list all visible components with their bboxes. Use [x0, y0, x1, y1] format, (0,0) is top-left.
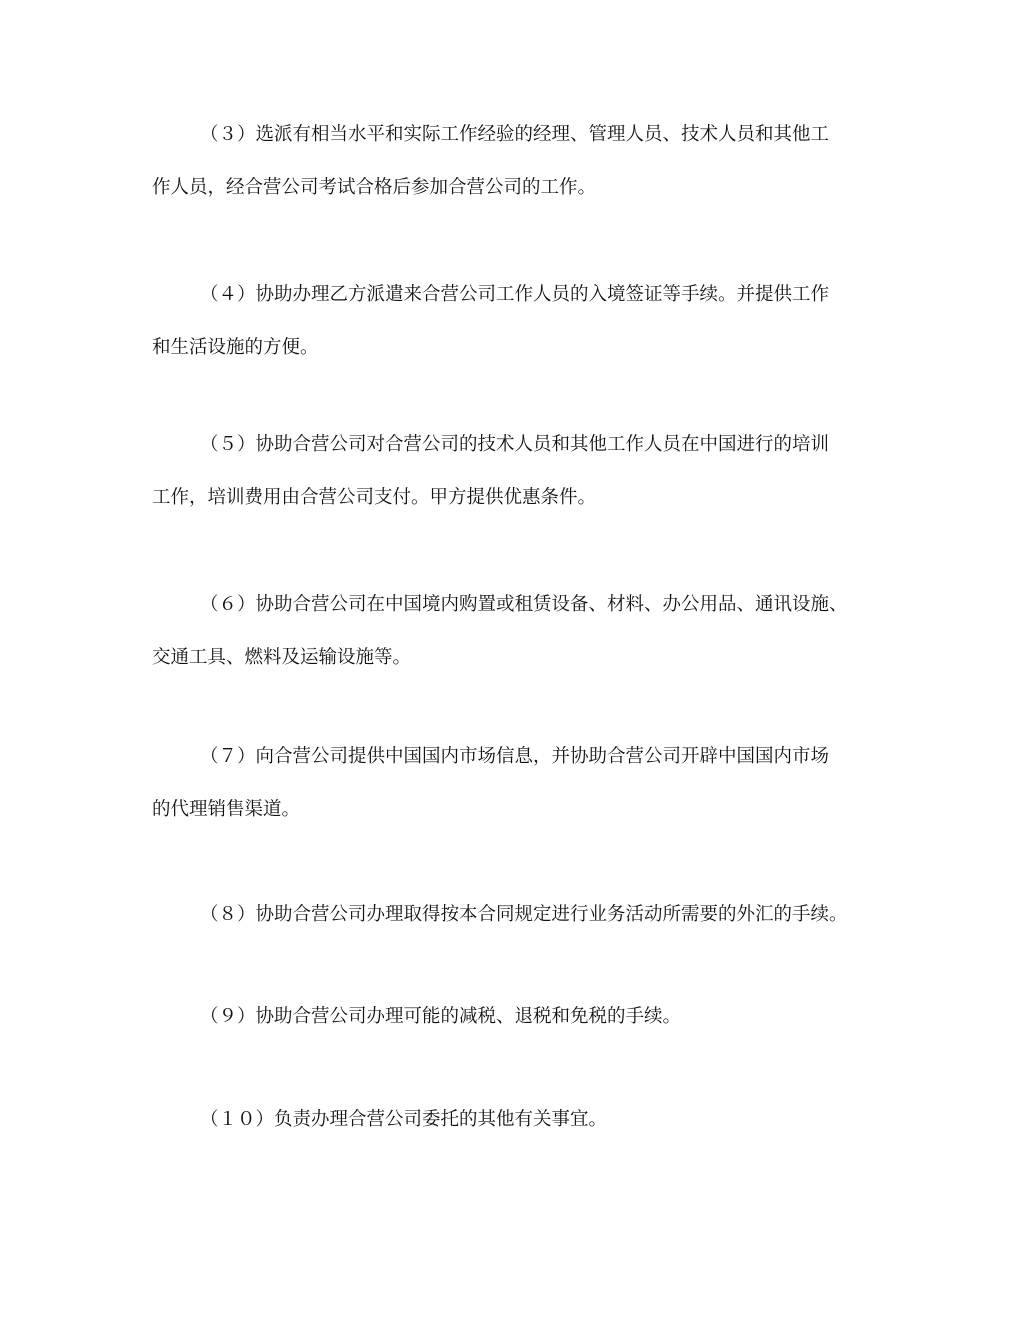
clause-5	[152, 418, 876, 524]
clause-3-line-2: 作人员，经合营公司考试合格后参加合营公司的工作。	[152, 177, 597, 198]
clause-4-line-2: 和生活设施的方便。	[152, 337, 319, 358]
clause-5-line-2: 工作，培训费用由合营公司支付。甲方提供优惠条件。	[152, 487, 597, 508]
clause-7	[152, 730, 876, 836]
clause-5-line-1: （５）协助合营公司对合营公司的技术人员和其他工作人员在中国进行的培训	[200, 434, 830, 455]
clause-6	[152, 578, 876, 684]
clause-8	[152, 888, 876, 941]
clause-3-line-1: （３）选派有相当水平和实际工作经验的经理、管理人员、技术人员和其他工	[200, 124, 830, 145]
clause-3	[152, 108, 876, 214]
clause-6-line-1: （６）协助合营公司在中国境内购置或租赁设备、材料、办公用品、通讯设施、	[200, 594, 848, 615]
clause-10-line-1: （１０）负责办理合营公司委托的其他有关事宜。	[200, 1109, 608, 1130]
clause-4	[152, 268, 876, 374]
clause-9-line-1: （９）协助合营公司办理可能的减税、退税和免税的手续。	[200, 1006, 682, 1027]
clause-6-line-2: 交通工具、燃料及运输设施等。	[152, 647, 412, 668]
clause-8-line-1: （８）协助合营公司办理取得按本合同规定进行业务活动所需要的外汇的手续。	[200, 904, 848, 925]
clause-9	[152, 990, 876, 1043]
clause-4-line-1: （４）协助办理乙方派遣来合营公司工作人员的入境签证等手续。并提供工作	[200, 284, 830, 305]
clause-10	[152, 1093, 876, 1146]
clause-7-line-1: （７）向合营公司提供中国国内市场信息，并协助合营公司开辟中国国内市场	[200, 746, 830, 767]
clause-7-line-2: 的代理销售渠道。	[152, 799, 301, 820]
